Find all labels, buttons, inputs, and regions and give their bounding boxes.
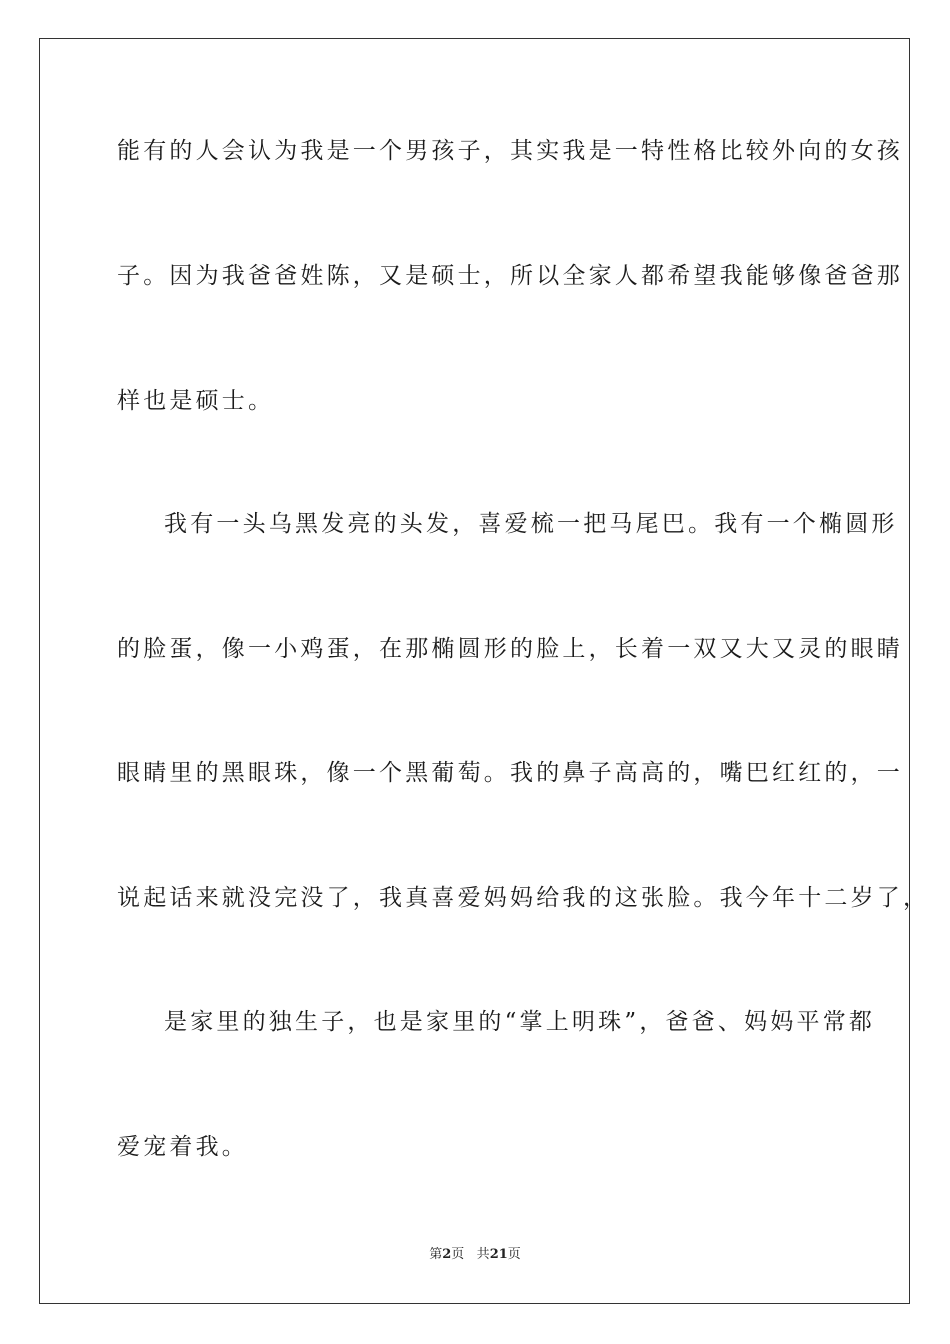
- page-suffix: 页: [451, 1247, 465, 1262]
- page-border: [39, 38, 930, 1304]
- text-line-6: 眼睛里的黑眼珠，像一个黑葡萄。我的鼻子高高的，嘴巴红红的，一: [117, 760, 903, 786]
- page-prefix: 第: [429, 1247, 443, 1262]
- page-number: 2: [442, 1247, 452, 1262]
- text-line-4: 我有一头乌黑发亮的头发，喜爱梳一把马尾巴。我有一个椭圆形: [164, 511, 898, 537]
- total-pages: 21: [489, 1247, 508, 1262]
- text-line-2: 子。因为我爸爸姓陈，又是硕士，所以全家人都希望我能够像爸爸那: [117, 263, 903, 289]
- text-line-5: 的脸蛋，像一小鸡蛋，在那椭圆形的脸上，长着一双又大又灵的眼睛: [117, 636, 903, 662]
- total-prefix: 共: [476, 1247, 490, 1262]
- text-line-7: 说起话来就没完没了，我真喜爱妈妈给我的这张脸。我今年十二岁了，: [117, 885, 930, 911]
- text-line-1: 能有的人会认为我是一个男孩子，其实我是一特性格比较外向的女孩: [117, 138, 903, 164]
- text-line-9: 爱宠着我。: [117, 1134, 248, 1160]
- text-line-8: 是家里的独生子，也是家里的“掌上明珠”，爸爸、妈妈平常都: [164, 1009, 876, 1035]
- page-footer: [0, 1246, 950, 1264]
- total-suffix: 页: [507, 1247, 521, 1262]
- text-line-3: 样也是硕士。: [117, 388, 275, 414]
